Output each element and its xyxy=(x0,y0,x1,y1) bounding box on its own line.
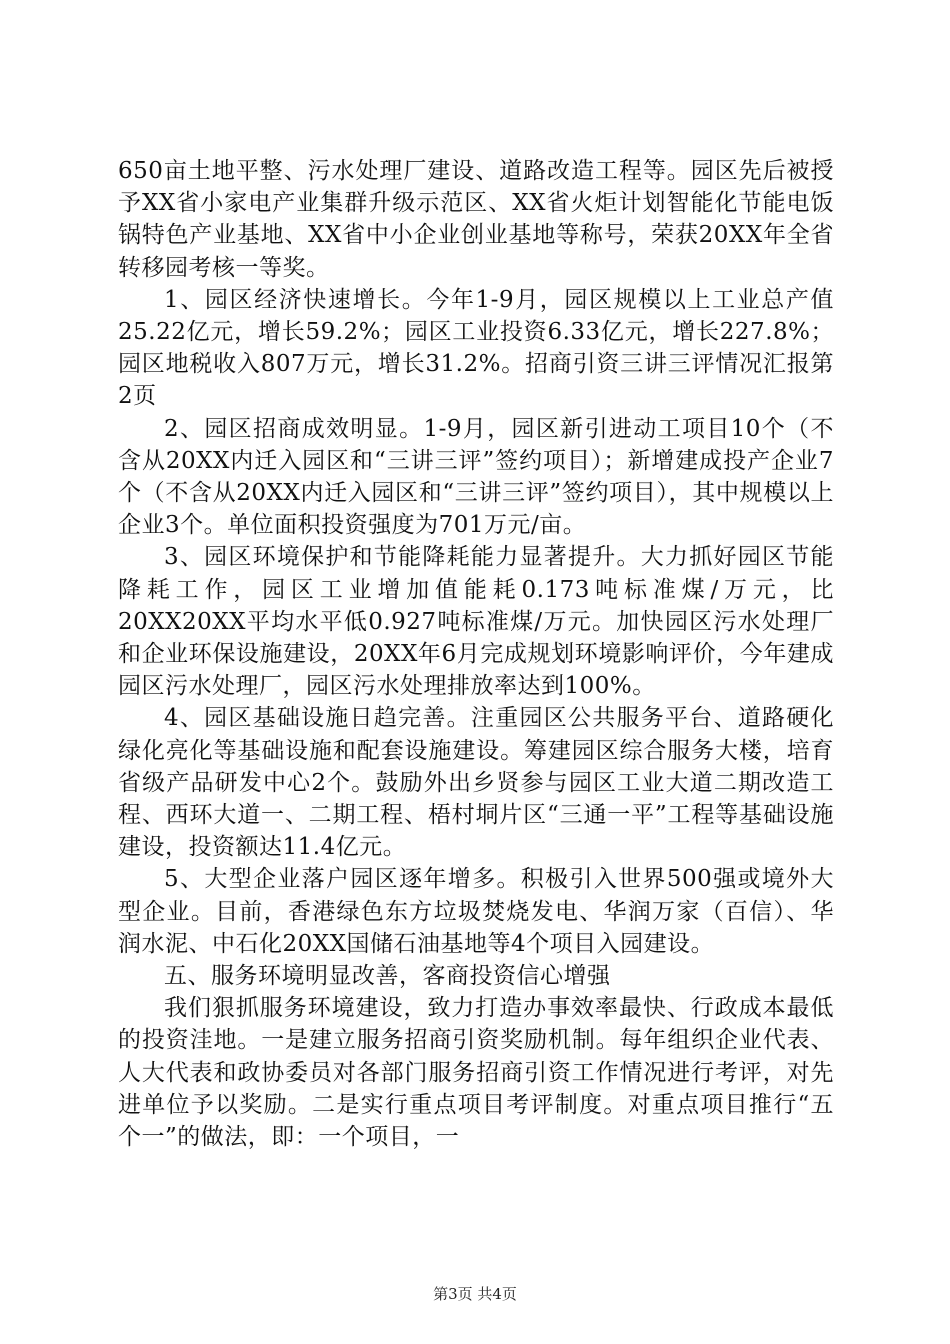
paragraph-3: 2、园区招商成效明显。1-9月，园区新引进动工项目10个（不含从20XX内迁入园区和“三讲三评”签约项目）；新增建成投产企业7个（不含从20XX内迁入园区和“三讲三评”签约项目），其中规模以上企业3个。单位面积投资强度为701万元/亩。 xyxy=(118,415,834,539)
document-body xyxy=(118,155,834,1153)
page-footer: 第3页 共4页 xyxy=(433,1285,517,1303)
paragraph-4: 3、园区环境保护和节能降耗能力显著提升。大力抓好园区节能降耗工作，园区工业增加值能耗0.173吨标准煤/万元，比20XX20XX平均水平低0.927吨标准煤/万元。加快园区污水处理厂和企业环保设施建设，20XX年6月完成规划环境影响评价，今年建成园区污水处理厂，园区污水处理排放率达到100%。 xyxy=(118,544,834,700)
paragraph-5: 4、园区基础设施日趋完善。注重园区公共服务平台、道路硬化绿化亮化等基础设施和配套设施建设。筹建园区综合服务大楼，培育省级产品研发中心2个。鼓励外出乡贤参与园区工业大道二期改造工程、西环大道一、二期工程、梧村垌片区“三通一平”工程等基础设施建设，投资额达11.4亿元。 xyxy=(118,705,834,861)
paragraph-6: 5、大型企业落户园区逐年增多。积极引入世界500强或境外大型企业。目前，香港绿色东方垃圾焚烧发电、华润万家（百信）、华润水泥、中石化20XX国储石油基地等4个项目入园建设。 xyxy=(118,866,834,957)
paragraph-2: 1、园区经济快速增长。今年1-9月，园区规模以上工业总产值25.22亿元，增长59.2%；园区工业投资6.33亿元，增长227.8%；园区地税收入807万元，增长31.2%。招商引资三讲三评情况汇报第2页 xyxy=(118,286,834,410)
section-heading: 五、服务环境明显改善，客商投资信心增强 xyxy=(164,963,611,990)
paragraph-7: 我们狠抓服务环境建设，致力打造办事效率最快、行政成本最低的投资洼地。一是建立服务招商引资奖励机制。每年组织企业代表、人大代表和政协委员对各部门服务招商引资工作情况进行考评，对先进单位予以奖励。二是实行重点项目考评制度。对重点项目推行“五个一”的做法，即：一个项目，一 xyxy=(118,995,834,1151)
paragraph-1: 650亩土地平整、污水处理厂建设、道路改造工程等。园区先后被授予XX省小家电产业集群升级示范区、XX省火炬计划智能化节能电饭锅特色产业基地、XX省中小企业创业基地等称号，荣获20XX年全省转移园考核一等奖。 xyxy=(118,158,834,281)
